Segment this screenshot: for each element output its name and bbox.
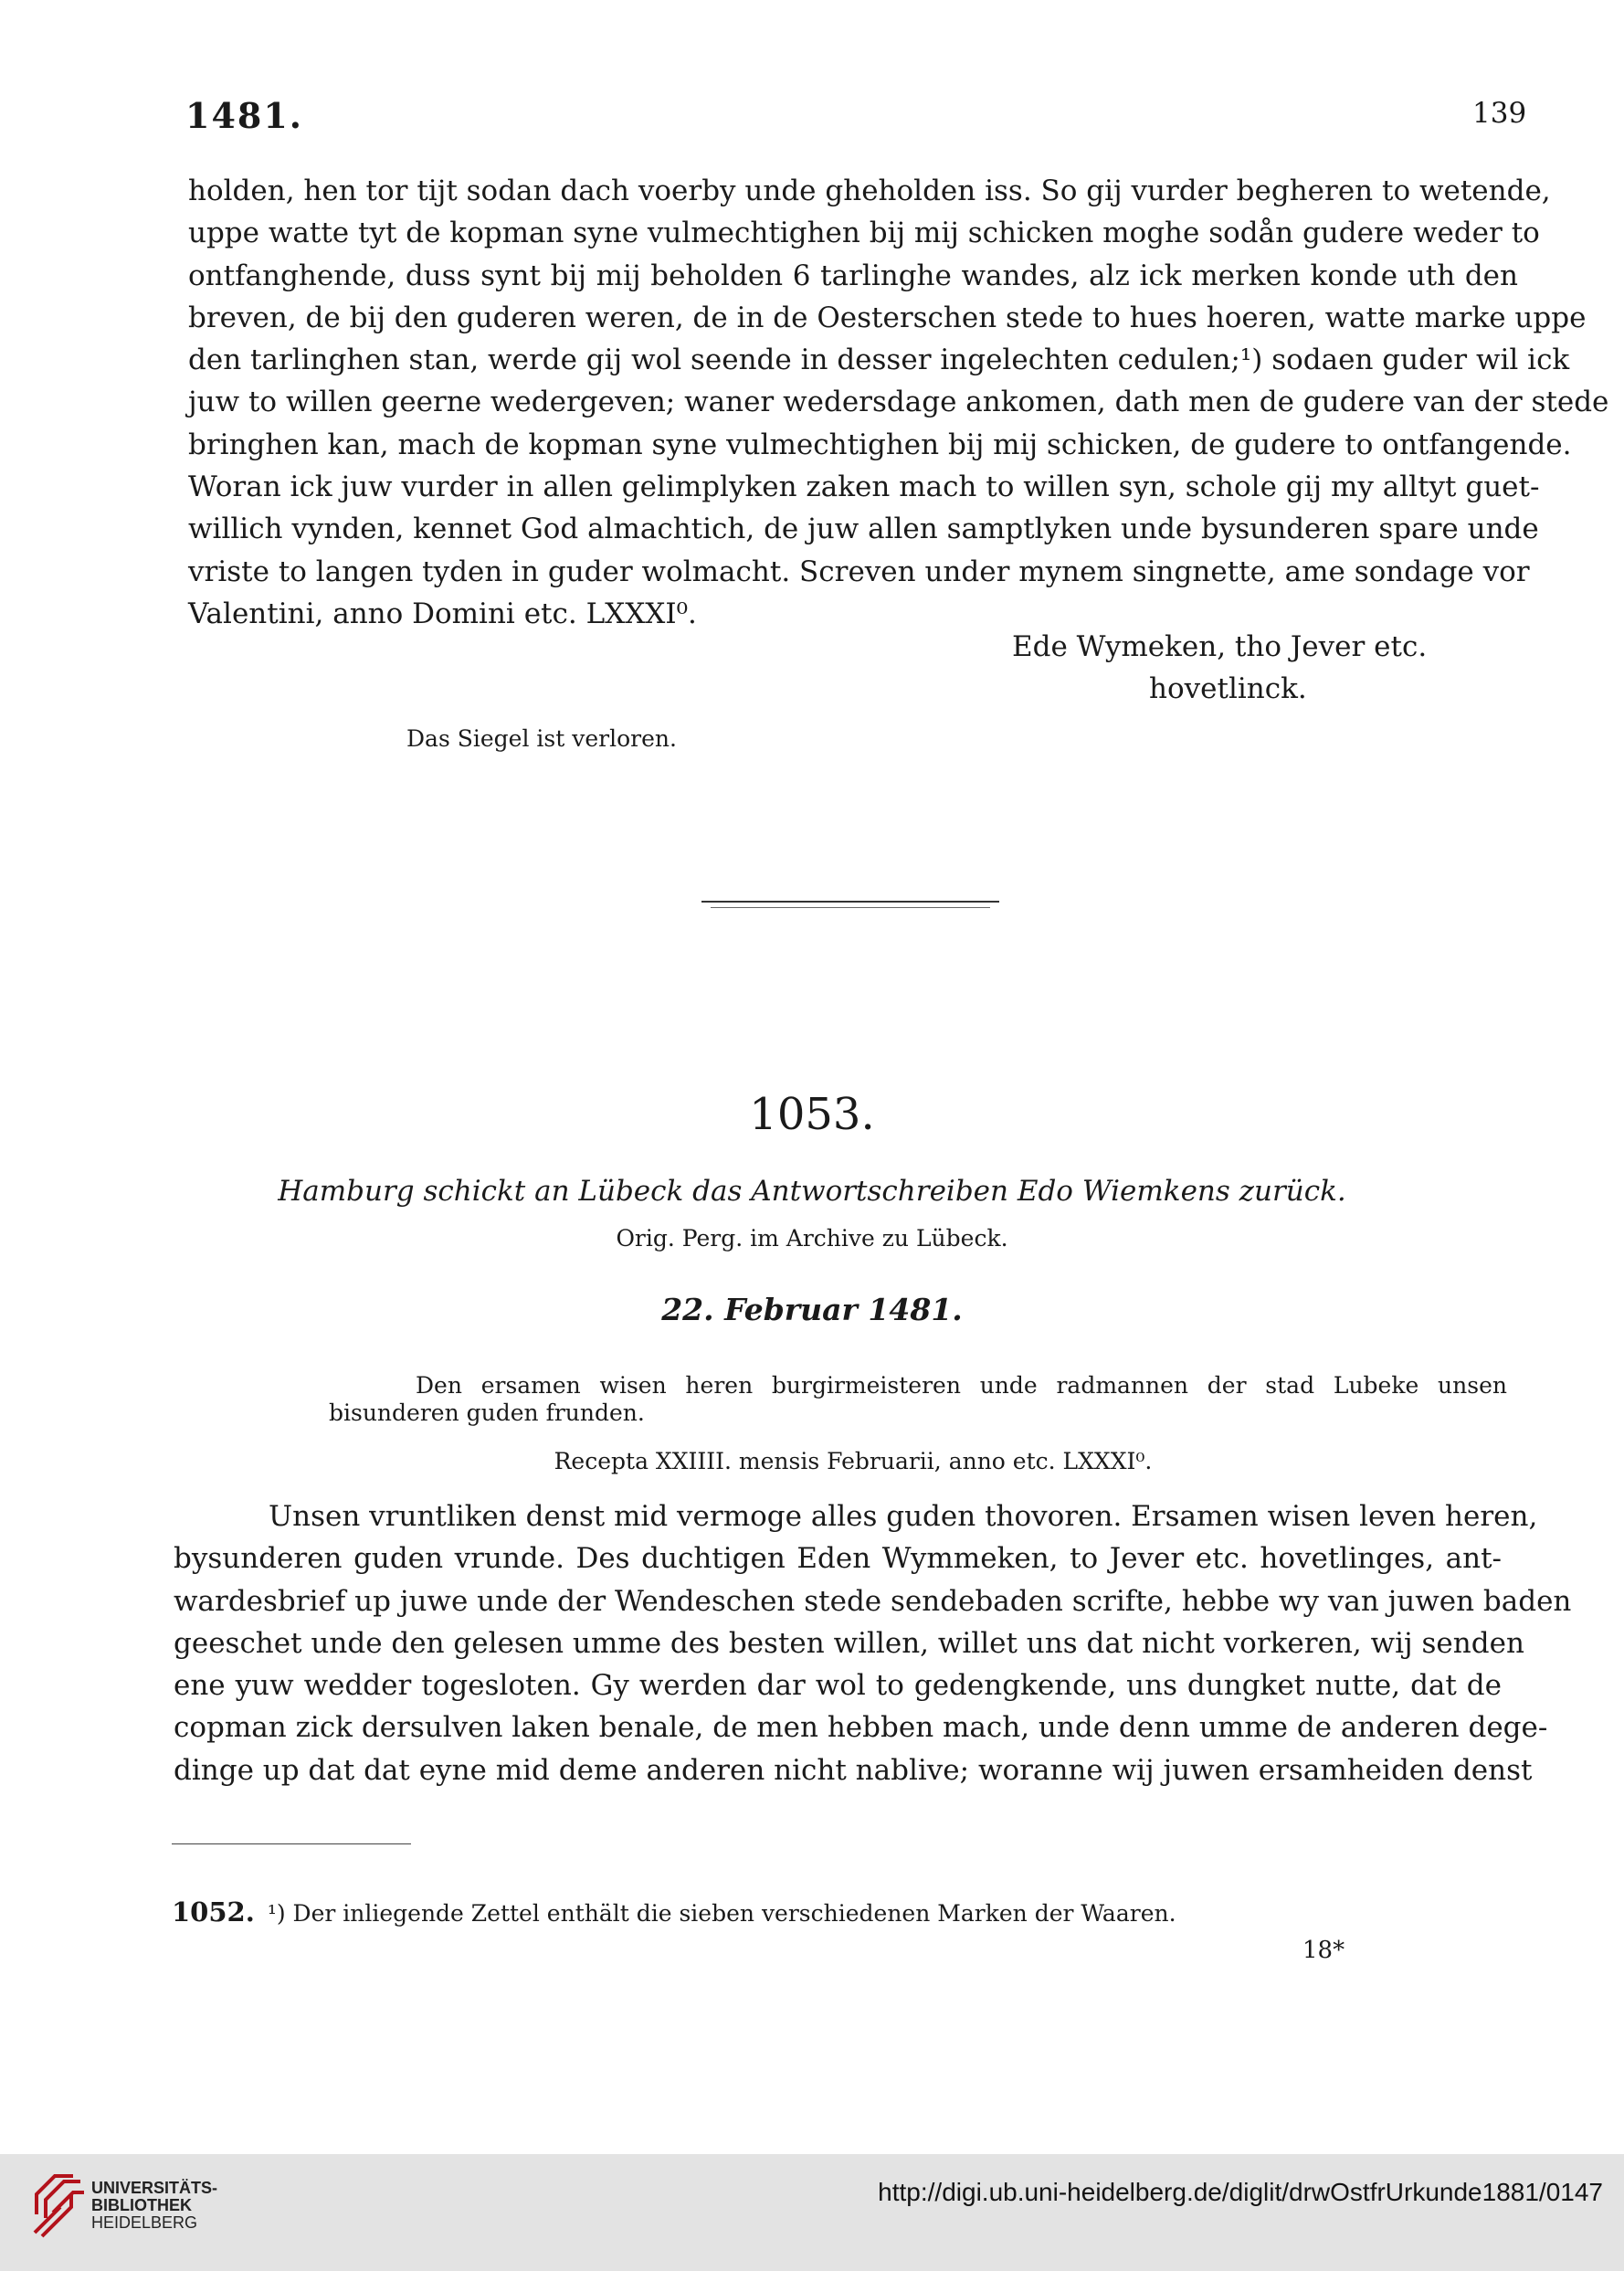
library-name-line: HEIDELBERG	[91, 2213, 198, 2232]
footnote-rule	[172, 1843, 411, 1844]
signature-name: Ede Wymeken, tho Jever etc.	[1012, 630, 1428, 663]
text-line: ontfanghende, duss synt bij mij beholden 6 tarlinghe wandes, alz ick merken konde uth den	[188, 259, 1518, 292]
library-name-line: UNIVERSITÄTS-	[91, 2179, 218, 2197]
text-line: Unsen vruntliken denst mid vermoge alles guden thovoren. Ersamen wisen leven heren,	[269, 1500, 1538, 1533]
footnote-text: ¹) Der inliegende Zettel enthält die sieben verschiedenen Marken der Waaren.	[267, 1900, 1176, 1927]
continued-letter-text	[188, 170, 1609, 635]
viewer-footer	[0, 2154, 1624, 2271]
document-source: Orig. Perg. im Archive zu Lübeck.	[616, 1225, 1008, 1252]
seal-note: Das Siegel ist verloren.	[406, 725, 677, 752]
text-line: den tarlinghen stan, werde gij wol seende in desser ingelechten cedulen;¹) sodaen guder wil ick	[188, 343, 1570, 377]
text-line: Woran ick juw vurder in allen gelimplyken zaken mach to willen syn, schole gij my alltyt guet-	[188, 470, 1540, 504]
text-line: willich vynden, kennet God almachtich, de juw allen samptlyken unde bysunderen spare unde	[188, 512, 1539, 546]
text-line: uppe watte tyt de kopman syne vulmechtighen bij mij schicken moghe sodån gudere weder to	[188, 217, 1540, 250]
document-date: 22. Februar 1481.	[661, 1292, 963, 1327]
letter-text	[174, 1495, 1572, 1791]
receipt-note: Recepta XXIIII. mensis Februarii, anno etc. LXXXI⁰.	[554, 1448, 1153, 1474]
footnote-document-ref: 1052.	[172, 1896, 255, 1928]
text-line: ene yuw wedder togesloten. Gy werden dar wol to gedengkende, uns dungket nutte, dat de	[174, 1669, 1502, 1703]
signature-title: hovetlinck.	[1149, 672, 1307, 705]
text-line: geeschet unde den gelesen umme des besten willen, willet uns dat nicht vorkeren, wij senden	[174, 1626, 1524, 1660]
permalink-url[interactable]: http://digi.ub.uni-heidelberg.de/diglit/drwOstfrUrkunde1881/0147	[878, 2178, 1603, 2206]
text-line: bringhen kan, mach de kopman syne vulmechtighen bij mij schicken, de gudere to ontfangende.	[188, 428, 1572, 461]
sheet-signature: 18*	[1302, 1937, 1345, 1964]
letter-address: Den ersamen wisen heren burgirmeisteren unde radmannen der stad Lubeke unsen bisunderen guden frunden.	[329, 1372, 1507, 1426]
section-divider	[701, 901, 999, 903]
text-line: juw to willen geerne wedergeven; waner wedersdage ankomen, dath men de gudere van der stede	[188, 386, 1609, 419]
text-line: Valentini, anno Domini etc. LXXXI⁰.	[188, 597, 697, 630]
running-head-year: 1481.	[185, 95, 303, 136]
document-regest: Hamburg schickt an Lübeck das Antwortschreiben Edo Wiemkens zurück.	[278, 1175, 1346, 1208]
text-line: holden, hen tor tijt sodan dach voerby unde gheholden iss. So gij vurder begheren to wetende,	[188, 174, 1551, 207]
text-line: vriste to langen tyden in guder wolmacht. Screven under mynem singnette, ame sondage vor	[188, 555, 1530, 588]
page-number: 139	[1472, 97, 1527, 130]
document-number: 1053.	[749, 1089, 875, 1140]
library-name-line: BIBLIOTHEK	[91, 2196, 192, 2214]
text-line: breven, de bij den guderen weren, de in de Oesterschen stede to hues hoeren, watte marke uppe	[188, 301, 1587, 334]
library-name	[91, 2180, 217, 2232]
text-line: copman zick dersulven laken benale, de men hebben mach, unde denn umme de anderen dege-	[174, 1711, 1548, 1745]
text-line: bysunderen guden vrunde. Des duchtigen Eden Wymmeken, to Jever etc. hovetlinges, ant-	[174, 1542, 1502, 1576]
text-line: wardesbrief up juwe unde der Wendeschen stede sendebaden scrifte, hebbe wy van juwen baden	[174, 1584, 1572, 1618]
footnote	[172, 1896, 1176, 1928]
section-divider-thin	[711, 907, 990, 908]
text-line: dinge up dat dat eyne mid deme anderen nicht nablive; woranne wij juwen ersamheiden denst	[174, 1753, 1533, 1787]
library-logo-icon	[27, 2167, 91, 2240]
